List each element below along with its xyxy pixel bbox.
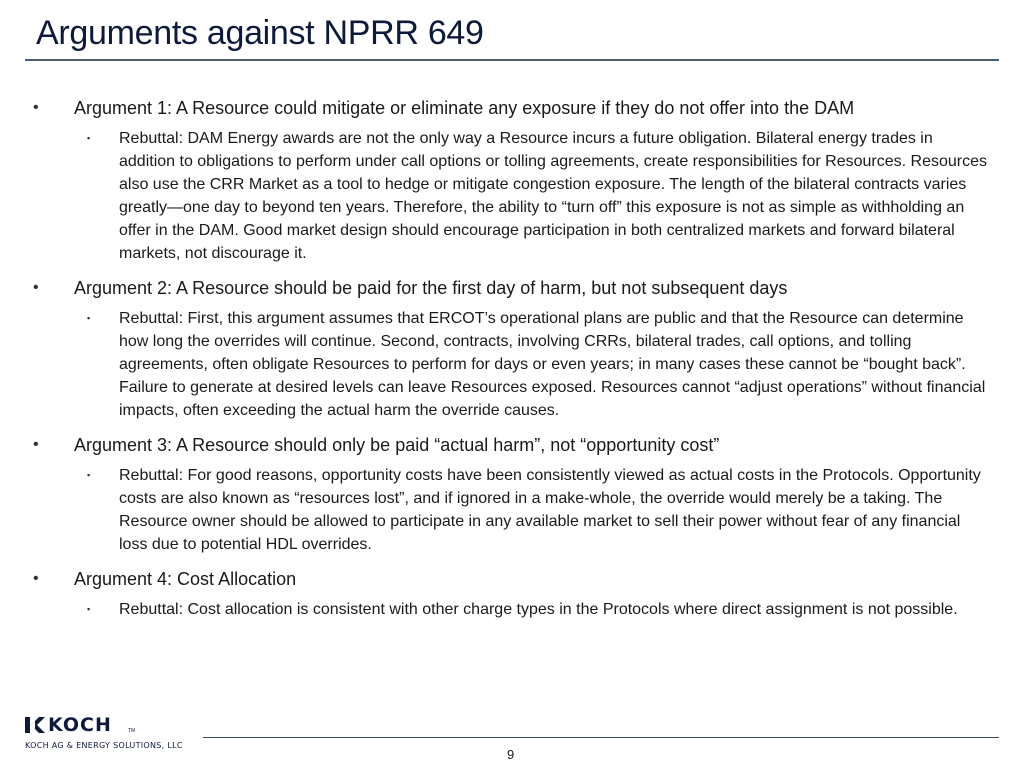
argument-heading-text: Argument 2: A Resource should be paid for the first day of harm, but not subsequent days [74, 278, 788, 298]
argument-item [0, 96, 1024, 265]
square-bullet-icon: ▪ [87, 604, 91, 614]
rebuttal [0, 307, 1024, 422]
page-title: Arguments against NPRR 649 [36, 14, 484, 52]
page-number: 9 [507, 747, 515, 762]
bullet-icon: • [33, 279, 39, 296]
bullet-icon: • [33, 99, 39, 116]
square-bullet-icon: ▪ [87, 133, 91, 143]
rebuttal-text: Rebuttal: For good reasons, opportunity costs have been consistently viewed as actual costs in the Protocols. Opportunity costs are also known as “resources lost”, and if ignored in a make-whole, the override would merely be a taking. The Resource owner should be allowed to participate in any available market to sell their power without fear of any financial loss due to potential HDL overrides. [119, 467, 981, 553]
rebuttal [0, 598, 1024, 621]
rebuttal [0, 127, 1024, 265]
trademark-mark: TM [128, 728, 136, 734]
koch-logo [25, 714, 135, 738]
company-name: KOCH AG & ENERGY SOLUTIONS, LLC [25, 741, 183, 750]
bullet-icon: • [33, 570, 39, 587]
rebuttal-text: Rebuttal: Cost allocation is consistent with other charge types in the Protocols where direct assignment is not possible. [119, 601, 958, 618]
argument-heading [0, 433, 1024, 457]
bullet-icon: • [33, 436, 39, 453]
argument-heading [0, 276, 1024, 300]
rebuttal-text: Rebuttal: First, this argument assumes that ERCOT’s operational plans are public and that the Resource can determine how long the overrides will continue. Second, contracts, involving CRRs, bilateral trades, call options, and tolling agreements, often obligate Resources to perform for days or even years; in many cases these cannot be “bought back”. Failure to generate at desired levels can leave Resources exposed. Resources cannot “adjust operations” without financial impacts, often exceeding the actual harm the override causes. [119, 310, 986, 419]
rebuttal [0, 464, 1024, 556]
argument-heading-text: Argument 3: A Resource should only be paid “actual harm”, not “opportunity cost” [74, 435, 720, 455]
argument-heading-text: Argument 4: Cost Allocation [74, 569, 297, 589]
argument-list [0, 96, 1024, 632]
rebuttal-text: Rebuttal: DAM Energy awards are not the only way a Resource incurs a future obligation. Bilateral energy trades in addition to obligations to perform under call options or tolling agreements, create responsibilities for Resources. Resources also use the CRR Market as a tool to hedge or mitigate congestion exposure. The length of the bilateral contracts varies greatly—one day to beyond ten years. Therefore, the ability to “turn off” this exposure is not as simple as withholding an offer in the DAM. Good market design should encourage participation in both centralized markets and forward bilateral markets, not discourage it. [119, 130, 988, 262]
koch-k-mark-icon [25, 717, 45, 733]
argument-heading [0, 96, 1024, 120]
argument-item [0, 567, 1024, 621]
footer-divider [203, 737, 999, 738]
title-divider [25, 59, 999, 61]
logo-wordmark: KOCH [48, 714, 112, 736]
argument-item [0, 433, 1024, 556]
argument-heading [0, 567, 1024, 591]
square-bullet-icon: ▪ [87, 470, 91, 480]
argument-item [0, 276, 1024, 422]
argument-heading-text: Argument 1: A Resource could mitigate or eliminate any exposure if they do not offer into the DAM [74, 98, 855, 118]
square-bullet-icon: ▪ [87, 313, 91, 323]
